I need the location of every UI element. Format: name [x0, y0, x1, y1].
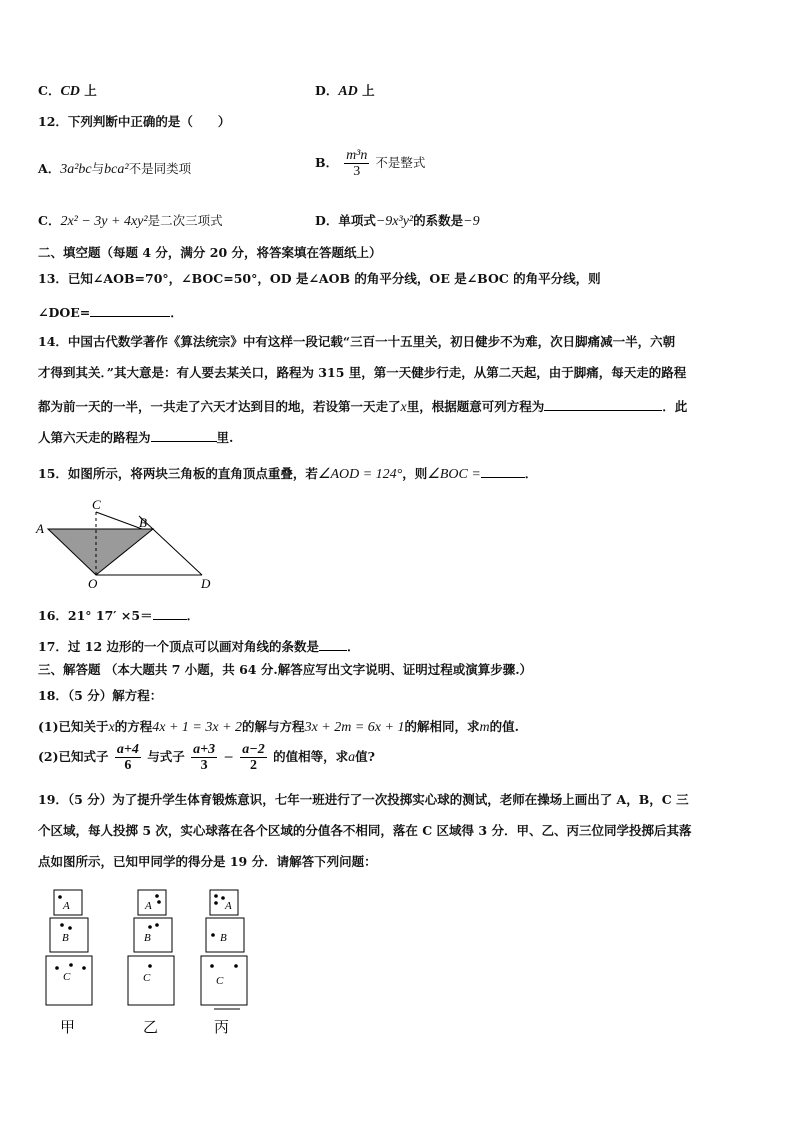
q13-line2: ∠DOE= ． [38, 302, 183, 322]
svg-text:B: B [62, 932, 69, 944]
q19-line3: 点如图所示，已知甲同学的得分是 19 分．请解答下列问题： [38, 854, 377, 869]
q19-line1: 19．（5 分）为了提升学生体育锻炼意识，七年一班进行了一次投掷实心球的测试，老师在操场上画出了 A，B，C 三 [38, 792, 689, 807]
label-bing: 丙 [214, 1020, 230, 1036]
q18-stem: 18．（5 分）解方程： [38, 688, 163, 703]
q19-line2: 个区域，每人投掷 5 次，实心球落在各个区域的分值各不相同，落在 C 区域得 3 分．甲、乙、丙三位同学投掷后其落 [38, 823, 692, 838]
q18-part1: (1)已知关于x的方程4x + 1 = 3x + 2的解与方程3x + 2m = 6x + 1的解相同，求m的值. [38, 719, 519, 735]
q18-part2: (2)已知式子 $\frac{a+4}{6}$ 与式子 $\frac{a+3}{3}$ − $\frac{a-2}{2}$ 的值相等，求a值? [38, 742, 375, 773]
label-o: O [88, 576, 98, 591]
target-yi [128, 890, 174, 1005]
q11-option-d: D．AD 上 [315, 83, 375, 99]
q14-line3: 都为前一天的一半，一共走了六天才达到目的地，若设第一天走了x里，根据题意可列方程为 ．此 [38, 396, 687, 417]
svg-text:A: A [225, 900, 232, 912]
q14-line1: 14．中国古代数学著作《算法统宗》中有这样一段记载“三百一十五里关，初日健步不为难，次日脚痛减一半，六朝 [38, 334, 676, 349]
q16-text: 16．21° 17′ ×5＝ ． [38, 605, 199, 625]
target-bing [201, 890, 247, 1009]
svg-text:A: A [145, 900, 152, 912]
section-2-heading: 二、填空题（每题 4 分，满分 20 分，将答案填在答题纸上） [38, 245, 382, 260]
q12-stem: 12．下列判断中正确的是（ ） [38, 114, 231, 129]
q12-option-b: B． $\frac{\text{m³n}}{3}$ 不是整式 [315, 148, 426, 179]
q14-distance-blank[interactable] [151, 427, 217, 442]
q14-line4: 人第六天走的路程为 里. [38, 427, 233, 447]
label-yi: 乙 [143, 1020, 159, 1036]
label-a: A [36, 521, 44, 536]
svg-text:C: C [216, 975, 224, 987]
svg-text:A: A [63, 900, 70, 912]
q12-option-c: C．2x² − 3y + 4xy²是二次三项式 [38, 213, 223, 229]
q12-option-a: A．3a²bc与bca²不是同类项 [38, 161, 192, 177]
q13-line1: 13．已知∠AOB=70°，∠BOC=50°，OD 是∠AOB 的角平分线，OE 是∠BOC 的角平分线，则 [38, 271, 601, 286]
q17-text: 17．过 12 边形的一个顶点可以画对角线的条数是 ． [38, 636, 360, 656]
label-jia: 甲 [60, 1020, 76, 1036]
q12-option-d: D．单项式−9x³y²的系数是−9 [315, 213, 480, 229]
svg-text:B: B [220, 932, 227, 944]
q14-line2: 才得到其关．”其大意是：有人要去某关口，路程为 315 里，第一天健步行走，从第二天起，由于脚痛，每天走的路程 [38, 365, 687, 380]
q13-answer-blank[interactable] [90, 302, 170, 317]
target-jia [46, 890, 92, 1005]
svg-text:C: C [63, 971, 71, 983]
label-b: B [139, 515, 147, 530]
q15-answer-blank[interactable] [481, 463, 525, 478]
shaded-triangle [48, 529, 153, 575]
q15-triangle-figure [34, 496, 224, 591]
q19-target-figures [40, 884, 260, 1039]
section-3-heading: 三、解答题 （本大题共 7 小题，共 64 分.解答应写出文字说明、证明过程或演算步骤.） [38, 662, 533, 677]
q11-option-c: C．CD 上 [38, 83, 97, 99]
svg-text:B: B [144, 932, 151, 944]
label-d: D [201, 576, 211, 591]
label-c: C [92, 497, 101, 512]
q14-equation-blank[interactable] [544, 396, 662, 411]
svg-text:C: C [143, 972, 151, 984]
q15-text: 15．如图所示，将两块三角板的直角顶点重叠，若∠AOD = 124°，则∠BOC = ． [38, 463, 537, 484]
q16-answer-blank[interactable] [153, 605, 187, 620]
q17-answer-blank[interactable] [319, 636, 347, 651]
